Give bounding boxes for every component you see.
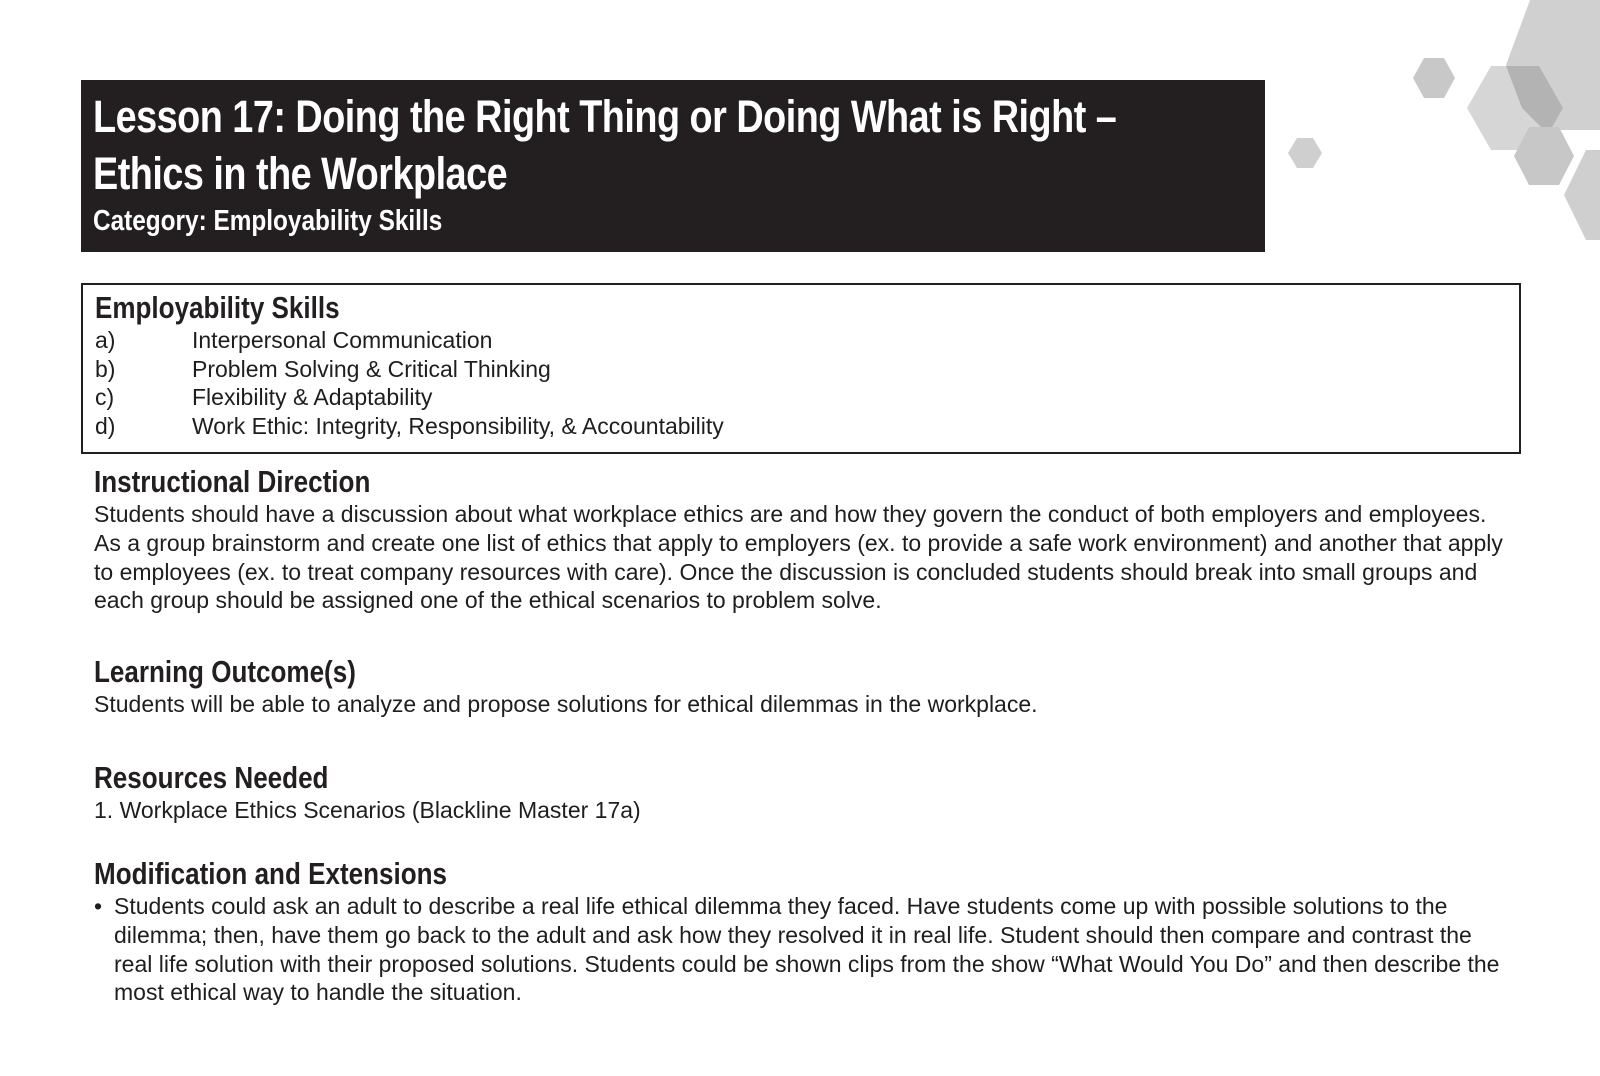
- skill-item: [95, 412, 1507, 441]
- skill-item-text: Flexibility & Adaptability: [192, 384, 433, 410]
- hexagon-tiny: [1288, 138, 1322, 168]
- bullet-mark: •: [94, 893, 103, 919]
- skill-item-letter: a): [95, 327, 116, 353]
- skill-item: [95, 355, 1507, 384]
- hexagon-small-top: [1413, 58, 1455, 98]
- resource-item: 1. Workplace Ethics Scenarios (Blackline Master 17a): [94, 797, 641, 823]
- skill-item-text: Work Ethic: Integrity, Responsibility, & Accountability: [192, 412, 724, 439]
- instructional-direction-heading: Instructional Direction: [94, 464, 371, 499]
- instructional-direction-section: [94, 464, 1514, 615]
- skill-item-text: Problem Solving & Critical Thinking: [192, 355, 551, 382]
- resources-heading: Resources Needed: [94, 760, 329, 795]
- lesson-title-line-1: Lesson 17: Doing the Right Thing or Doing What is Right –: [93, 91, 1117, 142]
- lesson-title-line-2: Ethics in the Workplace: [93, 148, 508, 199]
- skill-item: [95, 383, 1507, 412]
- resources-section: [94, 760, 1514, 825]
- skill-item-letter: c): [95, 384, 115, 410]
- learning-outcomes-section: [94, 654, 1514, 719]
- employability-skills-box: [81, 283, 1521, 454]
- modification-item: [94, 892, 1514, 1007]
- modification-item-text: Students could ask an adult to describe a real life ethical dilemma they faced. Have students come up with possible solutions to the dilemma; then, have them go back to the adult and ask how they resolved it in real life. Student should then compare and contrast the real life solution with their proposed solutions. Students could be shown clips from the show “What Would You Do” and then describe the most ethical way to handle the situation.: [114, 893, 1500, 1006]
- lesson-category: Category: Employability Skills: [93, 205, 443, 237]
- employability-skills-list: [95, 326, 1507, 440]
- learning-outcomes-text: Students will be able to analyze and propose solutions for ethical dilemmas in the workplace.: [94, 691, 1038, 717]
- skill-item: [95, 326, 1507, 355]
- modifications-heading: Modification and Extensions: [94, 856, 448, 891]
- skill-item-letter: d): [95, 412, 116, 439]
- modifications-section: [94, 856, 1514, 1007]
- skill-item-letter: b): [95, 355, 116, 382]
- lesson-title: [93, 88, 1219, 202]
- learning-outcomes-heading: Learning Outcome(s): [94, 654, 356, 689]
- skill-item-text: Interpersonal Communication: [192, 327, 493, 353]
- employability-skills-heading: Employability Skills: [95, 290, 340, 325]
- instructional-direction-text: Students should have a discussion about what workplace ethics are and how they govern the conduct of both employers and employees. As a group brainstorm and create one list of ethics that apply to employers (ex. to provide a safe work environment) and another that apply to employees (ex. to treat company resources with care). Once the discussion is concluded students should break into small groups and each group should be assigned one of the ethical scenarios to problem solve.: [94, 501, 1503, 614]
- title-banner: [81, 80, 1265, 252]
